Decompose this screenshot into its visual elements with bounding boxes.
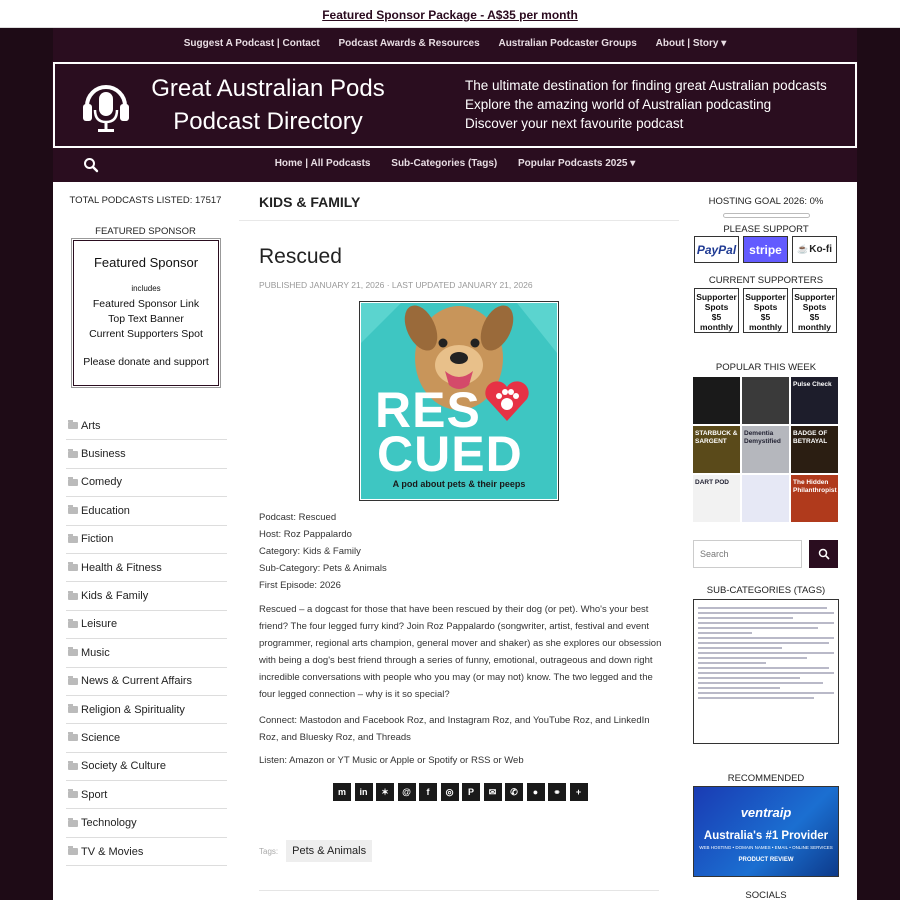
- category-label: Kids & Family: [81, 590, 149, 603]
- heart-paw-icon: [483, 379, 531, 423]
- cover-title-line1: RES: [375, 382, 481, 438]
- category-link[interactable]: [66, 809, 227, 837]
- folder-icon: [68, 820, 78, 827]
- category-link[interactable]: [66, 696, 227, 724]
- category-link[interactable]: [66, 497, 227, 525]
- facebook-link[interactable]: Facebook: [362, 715, 405, 726]
- category-label: TV & Movies: [81, 845, 144, 858]
- tile-label: Dementia Demystified: [744, 430, 781, 445]
- youtube-roz-link[interactable]: Roz: [572, 715, 590, 726]
- nav-popular-2025[interactable]: Popular Podcasts 2025 ▾: [518, 158, 636, 169]
- category-list: [66, 412, 227, 866]
- connect-text: Connect: Mastodon and: [259, 715, 363, 726]
- subcategory-tag-line: [698, 697, 814, 699]
- popular-podcast-tile[interactable]: [791, 426, 838, 473]
- nav-about-story[interactable]: About | Story ▾: [655, 38, 727, 49]
- instagram-roz-link[interactable]: Roz: [492, 715, 510, 726]
- supporter-spot-text: $5: [760, 312, 771, 322]
- podcast-info: [259, 509, 387, 594]
- info-podcast: Podcast: Rescued: [259, 512, 337, 523]
- folder-icon: [68, 706, 78, 713]
- facebook-icon[interactable]: f: [419, 783, 437, 801]
- subcategory-tag-line: [698, 662, 766, 664]
- tile-label: STARBUCK & SARGENT: [695, 430, 738, 445]
- bluesky-roz-link[interactable]: Roz: [335, 732, 353, 743]
- nav-suggest-contact[interactable]: Suggest A Podcast | Contact: [183, 38, 320, 49]
- subcategories-heading: SUB-CATEGORIES (TAGS): [706, 585, 826, 596]
- featured-line-1: Featured Sponsor Link: [92, 298, 200, 310]
- search-form: [693, 540, 838, 568]
- popular-podcast-tile[interactable]: [693, 475, 740, 522]
- linkedin-roz-link[interactable]: Roz: [259, 732, 276, 743]
- connect-links: [259, 712, 664, 746]
- category-link[interactable]: [66, 554, 227, 582]
- email-icon[interactable]: ✉: [484, 783, 502, 801]
- apple-link[interactable]: Apple: [390, 755, 415, 766]
- post-title: Rescued: [259, 245, 342, 268]
- reddit-icon[interactable]: ●: [527, 783, 545, 801]
- connect-text: , and Threads: [352, 732, 411, 743]
- category-label: Science: [81, 731, 121, 744]
- tile-label: The Hidden Philanthropist: [793, 479, 837, 494]
- hosting-goal-progress: [723, 213, 810, 218]
- connect-text: , and YouTube: [509, 715, 573, 726]
- rss-link[interactable]: RSS: [470, 755, 491, 766]
- tile-label: BADGE OF BETRAYAL: [793, 430, 828, 445]
- listen-text: or: [457, 755, 471, 766]
- featured-line-3: Current Supporters Spot: [89, 328, 203, 340]
- supporter-spot-text: Spots: [704, 302, 729, 312]
- site-title: [143, 72, 393, 138]
- more-icon[interactable]: +: [570, 783, 588, 801]
- category-heading: KIDS & FAMILY: [259, 194, 361, 210]
- category-link[interactable]: [66, 639, 227, 667]
- main-navigation: [53, 148, 857, 182]
- subcategory-tag-line: [698, 642, 829, 644]
- category-label: Education: [81, 504, 130, 517]
- category-link[interactable]: [66, 668, 227, 696]
- pinterest-icon[interactable]: P: [462, 783, 480, 801]
- supporter-spot-text: $5: [711, 312, 722, 322]
- tagline-1: The ultimate destination for finding great Australian podcasts: [465, 78, 827, 93]
- supporter-spot-text: monthly: [748, 322, 783, 332]
- folder-icon: [68, 734, 78, 741]
- category-label: Religion & Spirituality: [81, 703, 185, 716]
- mastodon-icon[interactable]: m: [333, 783, 351, 801]
- kofi-label: Ko-fi: [809, 244, 832, 255]
- subcategory-tag-line: [698, 632, 752, 634]
- recommended-heading: RECOMMENDED: [727, 773, 805, 784]
- cover-title-line2: CUED: [377, 426, 523, 482]
- podcast-headphones-icon: [81, 76, 131, 134]
- current-supporters-heading: CURRENT SUPPORTERS: [708, 275, 824, 286]
- ad-subline: WEB HOSTING • DOMAIN NAMES • EMAIL • ONLINE SERVICES: [699, 845, 833, 850]
- category-link[interactable]: [66, 440, 227, 468]
- supporter-spot-text: Spots: [802, 302, 827, 312]
- connect-text: , and LinkedIn: [589, 715, 650, 726]
- category-label: Health & Fitness: [81, 561, 162, 574]
- post-tags: [259, 840, 372, 862]
- subcategory-tag-line: [698, 607, 827, 609]
- supporter-spot-text: Supporter: [794, 292, 835, 302]
- category-link[interactable]: [66, 611, 227, 639]
- subcategory-tag-line: [698, 657, 807, 659]
- site-tagline: [465, 76, 827, 133]
- ad-badge: PRODUCT REVIEW: [738, 857, 794, 863]
- supporter-spot-text: Supporter: [696, 292, 737, 302]
- ad-headline: Australia's #1 Provider: [703, 830, 829, 842]
- supporter-spot-text: $5: [809, 312, 820, 322]
- featured-sponsor-title: Featured Sponsor: [93, 255, 199, 270]
- paypal-button[interactable]: [694, 236, 739, 263]
- info-host: Host: Roz Pappalardo: [259, 529, 352, 540]
- subcategory-tag-line: [698, 687, 780, 689]
- featured-includes: includes: [131, 284, 161, 293]
- info-first-episode: First Episode: 2026: [259, 580, 341, 591]
- supporter-spot-text: Spots: [753, 302, 778, 312]
- listen-text: or YT Music or: [323, 755, 391, 766]
- folder-icon: [68, 621, 78, 628]
- site-title-line1: Great Australian Pods: [151, 75, 385, 102]
- folder-icon: [68, 564, 78, 571]
- info-category: Category: Kids & Family: [259, 546, 361, 557]
- stripe-label: stripe: [749, 242, 782, 257]
- amazon-link[interactable]: Amazon: [289, 755, 324, 766]
- category-link[interactable]: [66, 753, 227, 781]
- connect-text: , and Instagram: [423, 715, 493, 726]
- subcategory-tag-line: [698, 622, 834, 624]
- facebook-roz-link[interactable]: Roz: [406, 715, 424, 726]
- socials-heading: SOCIALS: [745, 890, 787, 900]
- folder-icon: [68, 451, 78, 458]
- supporter-spot[interactable]: [743, 288, 788, 333]
- tagline-3: Discover your next favourite podcast: [465, 116, 684, 131]
- folder-icon: [68, 507, 78, 514]
- podcast-description: Rescued – a dogcast for those that have been rescued by their dog (or pet). Who's your best friend? The four legged furry kind? Join Roz Pappalardo (songwriter, artist, festival and event programmer, regional arts champion, general mover and shaker) as she explores our obsession with being a dog's best friend through a series of funny, emotional, outrageous and down right incredible conversations with people who you may (or may not) know. The two legged and the four legged connection – why is it so special?: [259, 604, 662, 700]
- popular-podcast-tile[interactable]: [791, 377, 838, 424]
- subcategories-tag-cloud[interactable]: [693, 599, 839, 744]
- info-subcategory: Sub-Category: Pets & Animals: [259, 563, 387, 574]
- share-buttons: [333, 783, 588, 801]
- messenger-icon[interactable]: ✆: [505, 783, 523, 801]
- folder-icon: [68, 649, 78, 656]
- copy-link-icon[interactable]: ⚭: [548, 783, 566, 801]
- subcategory-tag-line: [698, 692, 834, 694]
- popular-podcast-tile[interactable]: [791, 475, 838, 522]
- featured-donate: Please donate and support: [83, 356, 209, 368]
- popular-podcast-tile[interactable]: [742, 475, 789, 522]
- subcategory-tag-line: [698, 652, 834, 654]
- category-link[interactable]: [66, 526, 227, 554]
- subcategory-tag-line: [698, 682, 823, 684]
- folder-icon: [68, 536, 78, 543]
- supporter-spots: [694, 288, 837, 333]
- total-podcasts-count: TOTAL PODCASTS LISTED: 17517: [69, 195, 222, 206]
- category-label: Fiction: [81, 533, 114, 546]
- supporter-spot-text: Supporter: [745, 292, 786, 302]
- stripe-button[interactable]: [743, 236, 788, 263]
- popular-podcast-tile[interactable]: [693, 426, 740, 473]
- page-content: [53, 182, 857, 900]
- threads-icon[interactable]: @: [398, 783, 416, 801]
- supporter-spot[interactable]: [694, 288, 739, 333]
- category-label: Leisure: [81, 618, 118, 631]
- kofi-button[interactable]: [792, 236, 837, 263]
- category-label: Music: [81, 646, 110, 659]
- featured-line-2: Top Text Banner: [108, 313, 184, 325]
- subcategory-tag-line: [698, 647, 782, 649]
- divider: [259, 890, 659, 891]
- linkedin-icon[interactable]: in: [355, 783, 373, 801]
- featured-sponsor-link[interactable]: Featured Sponsor Package - A$35 per month: [322, 8, 578, 22]
- category-label: Arts: [81, 419, 101, 432]
- tag-pets-animals[interactable]: Pets & Animals: [286, 840, 372, 862]
- search-button[interactable]: [809, 540, 838, 568]
- recommended-ad[interactable]: [693, 786, 839, 877]
- category-label: Society & Culture: [81, 760, 166, 773]
- listen-links: [259, 755, 524, 766]
- search-input[interactable]: Search: [693, 540, 802, 568]
- ad-brand: ventraip: [740, 805, 792, 820]
- nav-home-all-podcasts[interactable]: Home | All Podcasts: [274, 158, 371, 169]
- donation-buttons: [694, 236, 837, 263]
- site-title-line2: Podcast Directory: [173, 108, 363, 135]
- hosting-goal-heading: HOSTING GOAL 2026: 0%: [708, 196, 824, 207]
- category-label: Comedy: [81, 476, 122, 489]
- please-support-heading: PLEASE SUPPORT: [723, 224, 809, 235]
- spotify-link[interactable]: Spotify: [428, 755, 458, 766]
- tagline-2: Explore the amazing world of Australian podcasting: [465, 97, 772, 112]
- folder-icon: [68, 422, 78, 429]
- popular-podcast-tile[interactable]: [742, 426, 789, 473]
- category-link[interactable]: [66, 412, 227, 440]
- category-label: News & Current Affairs: [81, 675, 193, 688]
- instagram-icon[interactable]: ◎: [441, 783, 459, 801]
- folder-icon: [68, 678, 78, 685]
- post-meta: PUBLISHED JANUARY 21, 2026 · LAST UPDATED JANUARY 21, 2026: [259, 280, 533, 290]
- popular-podcast-tile[interactable]: [742, 377, 789, 424]
- web-link[interactable]: Web: [504, 755, 524, 766]
- bluesky-icon[interactable]: ✶: [376, 783, 394, 801]
- site-banner[interactable]: [53, 62, 857, 148]
- paypal-label: PayPal: [696, 242, 737, 257]
- nav-subcategories[interactable]: Sub-Categories (Tags): [391, 158, 498, 169]
- popular-this-week-heading: POPULAR THIS WEEK: [715, 362, 817, 373]
- top-sponsor-bar: [0, 0, 900, 28]
- subcategory-tag-line: [698, 617, 793, 619]
- listen-text: Listen:: [259, 755, 290, 766]
- supporter-spot-text: monthly: [699, 322, 734, 332]
- supporter-spot[interactable]: [792, 288, 837, 333]
- subcategory-tag-line: [698, 667, 829, 669]
- tags-label: Tags:: [259, 846, 279, 856]
- tile-label: Pulse Check: [793, 381, 832, 388]
- cover-subtitle: A pod about pets & their peeps: [392, 479, 526, 489]
- connect-text: , and Bluesky: [275, 732, 336, 743]
- tile-label: DART POD: [695, 479, 729, 486]
- listen-text: or: [414, 755, 429, 766]
- popular-podcast-tile[interactable]: [693, 377, 740, 424]
- subcategory-tag-line: [698, 627, 818, 629]
- subcategory-tag-line: [698, 672, 834, 674]
- nav-awards-resources[interactable]: Podcast Awards & Resources: [338, 38, 480, 49]
- search-icon: [818, 548, 830, 560]
- category-link[interactable]: [66, 781, 227, 809]
- nav-podcaster-groups[interactable]: Australian Podcaster Groups: [498, 38, 637, 49]
- divider: [239, 220, 679, 221]
- category-label: Technology: [81, 817, 137, 830]
- subcategory-tag-line: [698, 612, 834, 614]
- category-label: Sport: [81, 788, 108, 801]
- category-link[interactable]: [66, 469, 227, 497]
- supporter-spot-text: monthly: [797, 322, 832, 332]
- subcategory-tag-line: [698, 637, 834, 639]
- listen-text: or: [490, 755, 505, 766]
- folder-icon: [68, 479, 78, 486]
- top-navigation: [53, 28, 857, 62]
- category-link[interactable]: [66, 838, 227, 866]
- subcategory-tag-line: [698, 677, 800, 679]
- folder-icon: [68, 763, 78, 770]
- podcast-cover-image: [359, 301, 559, 501]
- category-link[interactable]: [66, 582, 227, 610]
- category-label: Business: [81, 448, 126, 461]
- folder-icon: [68, 848, 78, 855]
- popular-podcasts-grid: [693, 377, 839, 522]
- featured-sponsor-heading: FEATURED SPONSOR: [95, 226, 196, 237]
- category-link[interactable]: [66, 724, 227, 752]
- featured-sponsor-box[interactable]: [73, 240, 219, 386]
- folder-icon: [68, 593, 78, 600]
- kofi-cup-icon: ☕: [797, 244, 809, 254]
- folder-icon: [68, 791, 78, 798]
